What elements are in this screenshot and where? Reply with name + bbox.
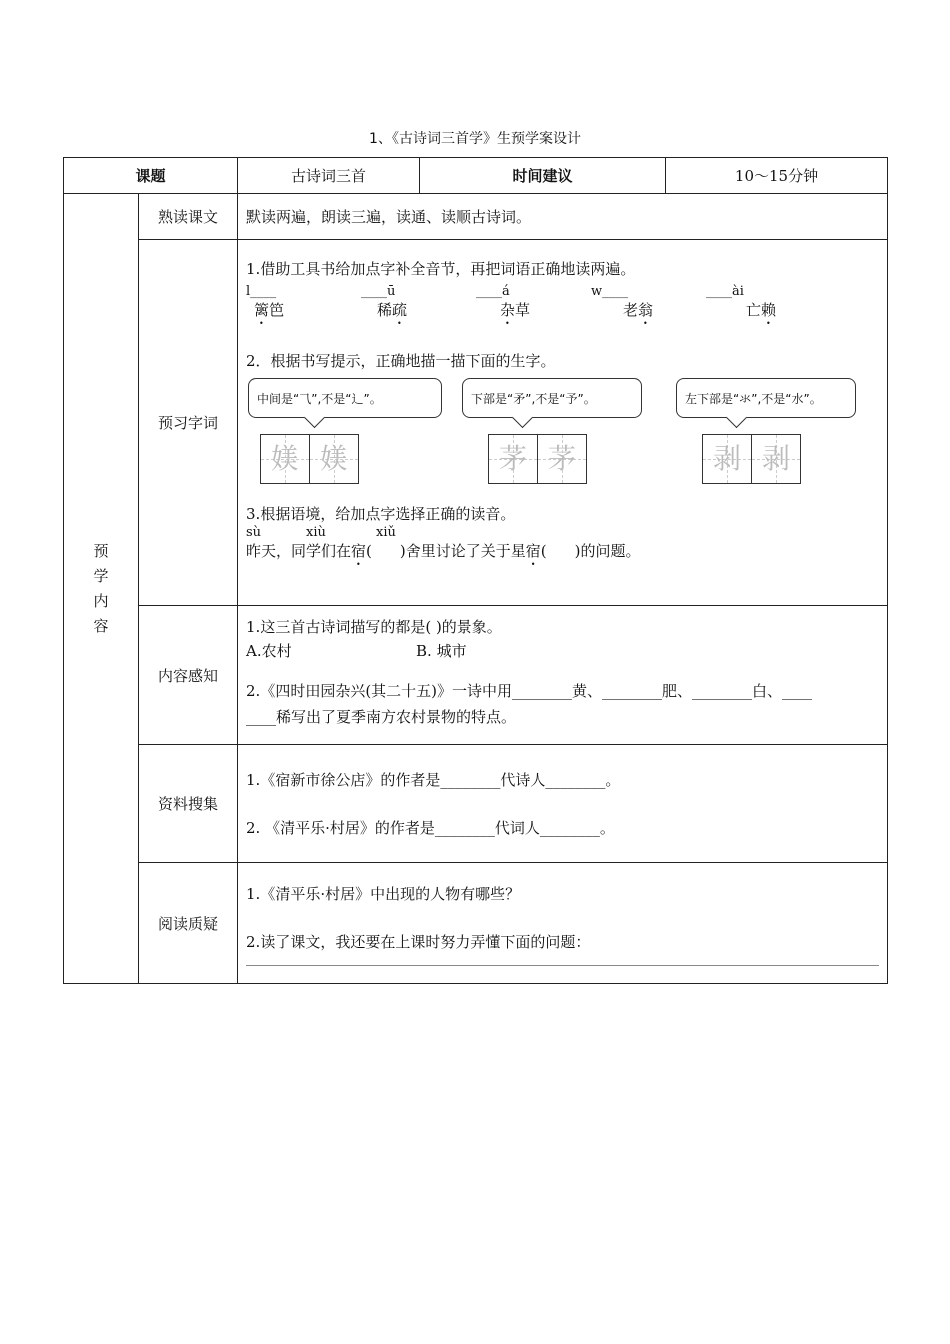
pinyin-blank[interactable]: l____ [246,284,277,299]
hint-bubble: 中间是“⺄”,不是“辶”。 [248,378,442,418]
material-q2: 2. 《清平乐·村居》的作者是________代词人________。 [246,818,615,837]
bubble-tail [512,407,533,428]
writing-hints [246,378,879,503]
content-q1: 1.这三首古诗词描写的都是( )的景象。 [246,618,502,636]
question-content [238,863,888,984]
question-q1: 1.《清平乐·村居》中出现的人物有哪些？ [246,885,521,903]
vocab-row [64,240,888,606]
pinyin-blank[interactable]: ____ū [361,284,396,299]
vocab-q1: 1.借助工具书给加点字补全音节，再把词语正确地读两遍。 [246,260,636,278]
topic-value: 古诗词三首 [238,158,420,194]
question-q2: 2.读了课文，我还要在上课时努力弄懂下面的问题： [246,933,591,951]
content-q2-line1: 2.《四时田园杂兴(其二十五)》一诗中用________黄、________肥、________白、____ [246,682,813,700]
tracing-cell[interactable]: 剥 [702,434,752,484]
context-sentence: 昨天，同学们在宿( )舍里讨论了关于星宿( )的问题。 [246,542,641,560]
side-label: 预 学 内 容 [64,194,139,984]
material-q1: 1.《宿新市徐公店》的作者是________代诗人________。 [246,770,621,789]
header-row [64,158,888,194]
content-options: A.农村 B. 城市 [246,642,467,660]
tracing-cell[interactable]: 媄 [309,434,359,484]
reading-row [64,194,888,240]
pinyin-blank[interactable]: ____á [476,284,510,299]
material-label: 资料搜集 [139,745,238,863]
bubble-tail [726,407,747,428]
answer-line[interactable] [246,965,879,966]
reading-options: sù xiù xiǔ [246,525,396,540]
pinyin-blank[interactable]: w____ [591,284,629,299]
vocab-label: 预习字词 [139,240,238,606]
word: 亡赖 [746,301,777,319]
tracing-cell[interactable]: 剥 [751,434,801,484]
hint-bubble: 左下部是“氺”,不是“水”。 [676,378,856,418]
reading-label: 熟读课文 [139,194,238,240]
question-label: 阅读质疑 [139,863,238,984]
question-row [64,863,888,984]
word: 杂草 [500,301,531,319]
vocab-q3: 3.根据语境，给加点字选择正确的读音。 [246,505,516,523]
vocab-content [238,240,888,606]
study-plan-table [63,157,888,984]
tracing-cell[interactable]: 媄 [260,434,310,484]
tracing-grid [260,434,358,484]
pinyin-blank[interactable]: ____ài [706,284,744,299]
content-label: 内容感知 [139,606,238,745]
word: 篱笆 [254,301,285,319]
bubble-tail [304,407,325,428]
word-row [246,299,879,328]
time-label: 时间建议 [420,158,666,194]
content-content [238,606,888,745]
time-value: 10～15分钟 [666,158,888,194]
tracing-cell[interactable]: 茅 [488,434,538,484]
tracing-grid [488,434,586,484]
pinyin-row [246,284,879,299]
page-title: 1、《古诗词三首学》生预学案设计 [369,131,581,147]
content-row [64,606,888,745]
hint-bubble: 下部是“矛”,不是“予”。 [462,378,642,418]
vocab-q2: 2．根据书写提示，正确地描一描下面的生字。 [246,352,556,370]
tracing-cell[interactable]: 茅 [537,434,587,484]
material-content [238,745,888,863]
tracing-grid [702,434,800,484]
word: 稀疏 [377,301,408,319]
material-row [64,745,888,863]
word: 老翁 [623,301,654,319]
topic-label: 课题 [64,158,238,194]
reading-text: 默读两遍，朗读三遍，读通、读顺古诗词。 [238,194,888,240]
content-q2-line2: ____稀写出了夏季南方农村景物的特点。 [246,708,517,726]
